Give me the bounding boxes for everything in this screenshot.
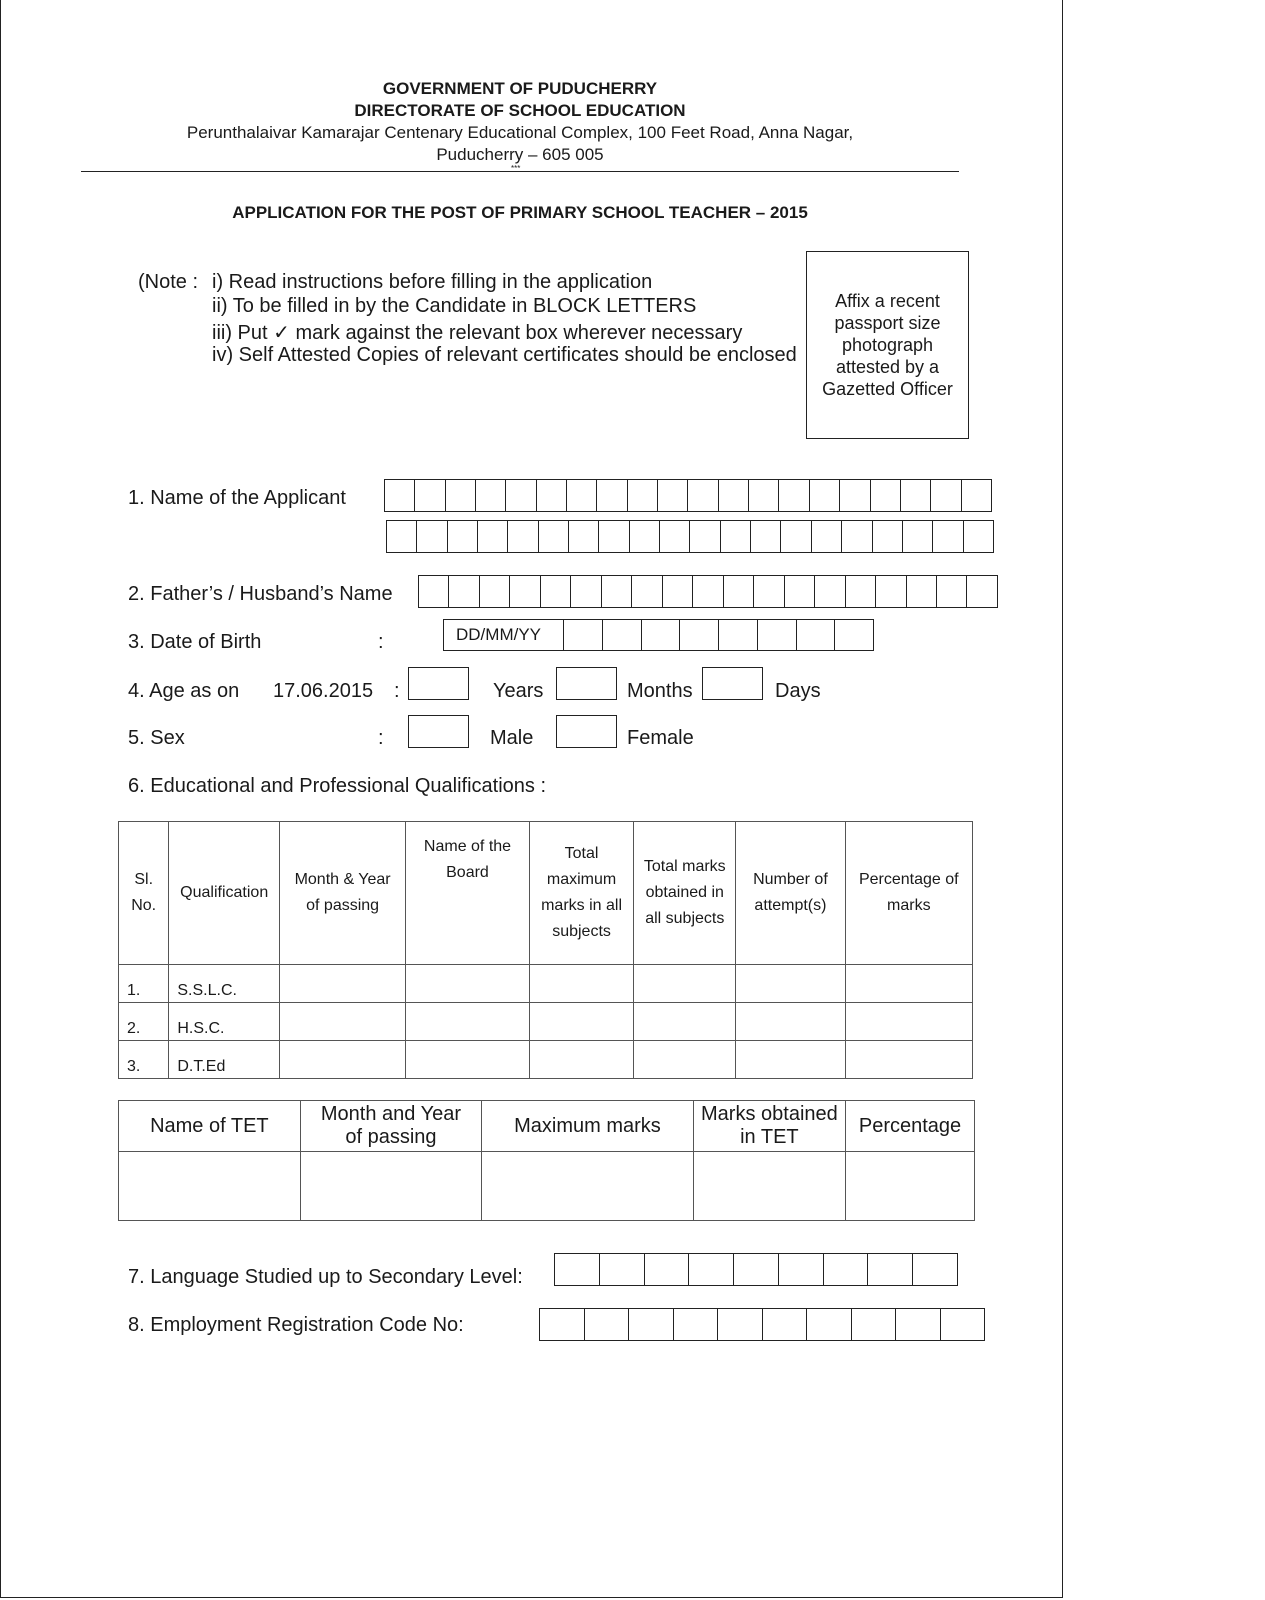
character-box[interactable] (962, 480, 991, 511)
character-box[interactable] (967, 576, 996, 607)
header-board: Name of the Board (406, 822, 530, 965)
table-row (119, 965, 973, 1003)
years-label: Years (493, 680, 544, 702)
note-ii: ii) To be filled in by the Candidate in BLOCK LETTERS (212, 295, 697, 317)
character-box[interactable] (415, 480, 445, 511)
character-box[interactable] (901, 480, 931, 511)
tet-marks-obtained-cell[interactable] (693, 1152, 845, 1221)
board-cell[interactable] (406, 1041, 530, 1079)
character-box[interactable] (506, 480, 536, 511)
row-sl: 3. (119, 1041, 169, 1079)
qualification-header-row (119, 822, 973, 965)
header-tet-marks-obtained: Marks obtained in TET (693, 1101, 845, 1152)
character-box[interactable] (941, 1309, 985, 1340)
character-box[interactable] (571, 576, 601, 607)
age-reference-date: 17.06.2015 (273, 680, 374, 702)
character-box[interactable] (751, 521, 781, 552)
character-box[interactable] (537, 480, 567, 511)
character-box[interactable] (385, 480, 415, 511)
character-box[interactable] (749, 480, 779, 511)
character-box[interactable] (876, 576, 906, 607)
character-box[interactable] (660, 521, 690, 552)
character-box[interactable] (871, 480, 901, 511)
father-name-label: 2. Father’s / Husband’s Name (128, 583, 393, 605)
qualification-table (118, 821, 973, 1079)
character-box[interactable] (658, 480, 688, 511)
address-line-1: Perunthalaivar Kamarajar Centenary Educational Complex, 100 Feet Road, Anna Nagar, (186, 123, 854, 142)
header-tet-month-year: Month and Year of passing (300, 1101, 481, 1152)
character-box[interactable] (480, 576, 510, 607)
max-marks-cell[interactable] (529, 1041, 634, 1079)
form-title: APPLICATION FOR THE POST OF PRIMARY SCHOOL TEACHER – 2015 (232, 203, 808, 222)
tet-table (118, 1100, 975, 1221)
character-box[interactable] (807, 1309, 852, 1340)
directorate-heading: DIRECTORATE OF SCHOOL EDUCATION (354, 101, 686, 120)
character-box[interactable] (779, 480, 809, 511)
character-box[interactable] (724, 576, 754, 607)
character-box[interactable] (785, 576, 815, 607)
character-box[interactable] (719, 480, 749, 511)
character-box[interactable] (600, 1254, 645, 1285)
character-box[interactable] (564, 620, 603, 650)
name-input-row-2[interactable] (386, 520, 994, 553)
character-box[interactable] (903, 521, 933, 552)
header-qualification: Qualification (169, 822, 280, 965)
header-month-year: Month & Year of passing (280, 822, 406, 965)
language-label: 7. Language Studied up to Secondary Level: (128, 1266, 523, 1288)
header-sl-no: Sl. No. (119, 822, 169, 965)
employment-input-row[interactable] (539, 1308, 985, 1341)
marks-obtained-cell[interactable] (634, 1003, 736, 1041)
character-box[interactable] (632, 576, 662, 607)
character-box[interactable] (824, 1254, 869, 1285)
character-box[interactable] (896, 1309, 941, 1340)
female-checkbox[interactable] (556, 715, 617, 748)
tet-month-year-cell[interactable] (300, 1152, 481, 1221)
month-year-cell[interactable] (280, 965, 406, 1003)
table-row (119, 1041, 973, 1079)
max-marks-cell[interactable] (529, 1003, 634, 1041)
sex-colon: : (378, 727, 384, 749)
character-box[interactable] (718, 1309, 763, 1340)
character-box[interactable] (763, 1309, 808, 1340)
male-label: Male (490, 727, 534, 749)
tet-percentage-cell[interactable] (846, 1152, 975, 1221)
character-box[interactable] (419, 576, 449, 607)
character-box[interactable] (417, 521, 447, 552)
character-box[interactable] (781, 521, 811, 552)
row-sl: 1. (119, 965, 169, 1003)
attempts-cell[interactable] (736, 1003, 845, 1041)
education-label: 6. Educational and Professional Qualifications : (128, 775, 547, 797)
character-box[interactable] (690, 521, 720, 552)
header-tet-max-marks: Maximum marks (482, 1101, 694, 1152)
month-year-cell[interactable] (280, 1041, 406, 1079)
month-year-cell[interactable] (280, 1003, 406, 1041)
character-box[interactable] (387, 521, 417, 552)
character-box[interactable] (931, 480, 961, 511)
table-row (119, 1003, 973, 1041)
character-box[interactable] (663, 576, 693, 607)
name-input-row-1[interactable] (384, 479, 992, 512)
attempts-cell[interactable] (736, 1041, 845, 1079)
tet-max-marks-cell[interactable] (482, 1152, 694, 1221)
character-box[interactable] (541, 576, 571, 607)
age-months-box[interactable] (556, 667, 617, 700)
character-box[interactable] (842, 521, 872, 552)
government-heading: GOVERNMENT OF PUDUCHERRY (382, 79, 658, 98)
male-checkbox[interactable] (408, 715, 469, 748)
note-iii: iii) Put ✓ mark against the relevant box wherever necessary (212, 322, 743, 344)
table-row (119, 1152, 975, 1221)
character-box[interactable] (449, 576, 479, 607)
character-box[interactable] (797, 620, 836, 650)
character-box[interactable] (693, 576, 723, 607)
address-line-2: Puducherry – 605 005 (436, 145, 604, 164)
character-box[interactable] (937, 576, 967, 607)
character-box[interactable] (758, 620, 797, 650)
header-attempts: Number of attempt(s) (736, 822, 845, 965)
character-box[interactable] (645, 1254, 690, 1285)
percentage-cell[interactable] (845, 1003, 972, 1041)
character-box[interactable] (779, 1254, 824, 1285)
character-box[interactable] (964, 521, 993, 552)
character-box[interactable] (448, 521, 478, 552)
character-box[interactable] (602, 576, 632, 607)
character-box[interactable] (810, 480, 840, 511)
attempts-cell[interactable] (736, 965, 845, 1003)
max-marks-cell[interactable] (529, 965, 634, 1003)
character-box[interactable] (629, 1309, 674, 1340)
board-cell[interactable] (406, 1003, 530, 1041)
sex-label: 5. Sex (128, 727, 185, 749)
tet-name-cell[interactable] (119, 1152, 301, 1221)
character-box[interactable] (812, 521, 842, 552)
language-input-row[interactable] (554, 1253, 958, 1286)
dob-input-row[interactable] (443, 619, 874, 651)
marks-obtained-cell[interactable] (634, 965, 736, 1003)
character-box[interactable] (603, 620, 642, 650)
character-box[interactable] (840, 480, 870, 511)
dob-label: 3. Date of Birth (128, 631, 262, 653)
character-box[interactable] (754, 576, 784, 607)
character-box[interactable] (630, 521, 660, 552)
header-total-max-marks: Total maximum marks in all subjects (529, 822, 634, 965)
character-box[interactable] (446, 480, 476, 511)
months-label: Months (627, 680, 693, 702)
character-box[interactable] (597, 480, 627, 511)
header-tet-percentage: Percentage (846, 1101, 975, 1152)
marks-obtained-cell[interactable] (634, 1041, 736, 1079)
character-box[interactable] (585, 1309, 630, 1340)
row-qualification: S.S.L.C. (169, 965, 280, 1003)
character-box[interactable] (689, 1254, 734, 1285)
character-box[interactable] (476, 480, 506, 511)
header-percentage: Percentage of marks (845, 822, 972, 965)
father-name-input-row[interactable] (418, 575, 998, 608)
percentage-cell[interactable] (845, 1041, 972, 1079)
character-box[interactable] (734, 1254, 779, 1285)
character-box[interactable] (555, 1254, 600, 1285)
header-total-marks-obtained: Total marks obtained in all subjects (634, 822, 736, 965)
percentage-cell[interactable] (845, 965, 972, 1003)
board-cell[interactable] (406, 965, 530, 1003)
character-box[interactable] (721, 521, 751, 552)
character-box[interactable] (907, 576, 937, 607)
age-days-box[interactable] (702, 667, 763, 700)
female-label: Female (627, 727, 694, 749)
photo-box-text: Affix a recent passport size photograph attested by a Gazetted Officer (822, 291, 953, 399)
character-box[interactable] (835, 620, 873, 650)
age-label: 4. Age as on (128, 680, 240, 702)
row-qualification: D.T.Ed (169, 1041, 280, 1079)
character-box[interactable] (478, 521, 508, 552)
tet-header-row (119, 1101, 975, 1152)
note-prefix: (Note : (138, 271, 199, 293)
character-box[interactable] (567, 480, 597, 511)
header-stars: *** (511, 164, 521, 173)
age-years-box[interactable] (408, 667, 469, 700)
character-box[interactable] (913, 1254, 957, 1285)
header-tet-name: Name of TET (119, 1101, 301, 1152)
days-label: Days (775, 680, 821, 702)
character-box[interactable] (510, 576, 540, 607)
character-box[interactable] (569, 521, 599, 552)
character-box[interactable] (508, 521, 538, 552)
note-i: i) Read instructions before filling in the application (212, 271, 653, 293)
character-box[interactable] (719, 620, 758, 650)
note-iv: iv) Self Attested Copies of relevant certificates should be enclosed (212, 344, 797, 366)
character-box[interactable] (868, 1254, 913, 1285)
name-label: 1. Name of the Applicant (128, 487, 346, 509)
character-box[interactable] (628, 480, 658, 511)
character-box[interactable] (846, 576, 876, 607)
character-box[interactable] (680, 620, 719, 650)
character-box[interactable] (688, 480, 718, 511)
dob-placeholder: DD/MM/YY (444, 620, 564, 650)
character-box[interactable] (933, 521, 963, 552)
row-sl: 2. (119, 1003, 169, 1041)
character-box[interactable] (539, 521, 569, 552)
dob-colon: : (378, 631, 384, 653)
character-box[interactable] (642, 620, 681, 650)
character-box[interactable] (873, 521, 903, 552)
character-box[interactable] (599, 521, 629, 552)
character-box[interactable] (674, 1309, 719, 1340)
photo-box (806, 251, 969, 439)
character-box[interactable] (540, 1309, 585, 1340)
character-box[interactable] (852, 1309, 897, 1340)
row-qualification: H.S.C. (169, 1003, 280, 1041)
character-box[interactable] (815, 576, 845, 607)
employment-label: 8. Employment Registration Code No: (128, 1314, 464, 1336)
age-colon: : (394, 680, 400, 702)
